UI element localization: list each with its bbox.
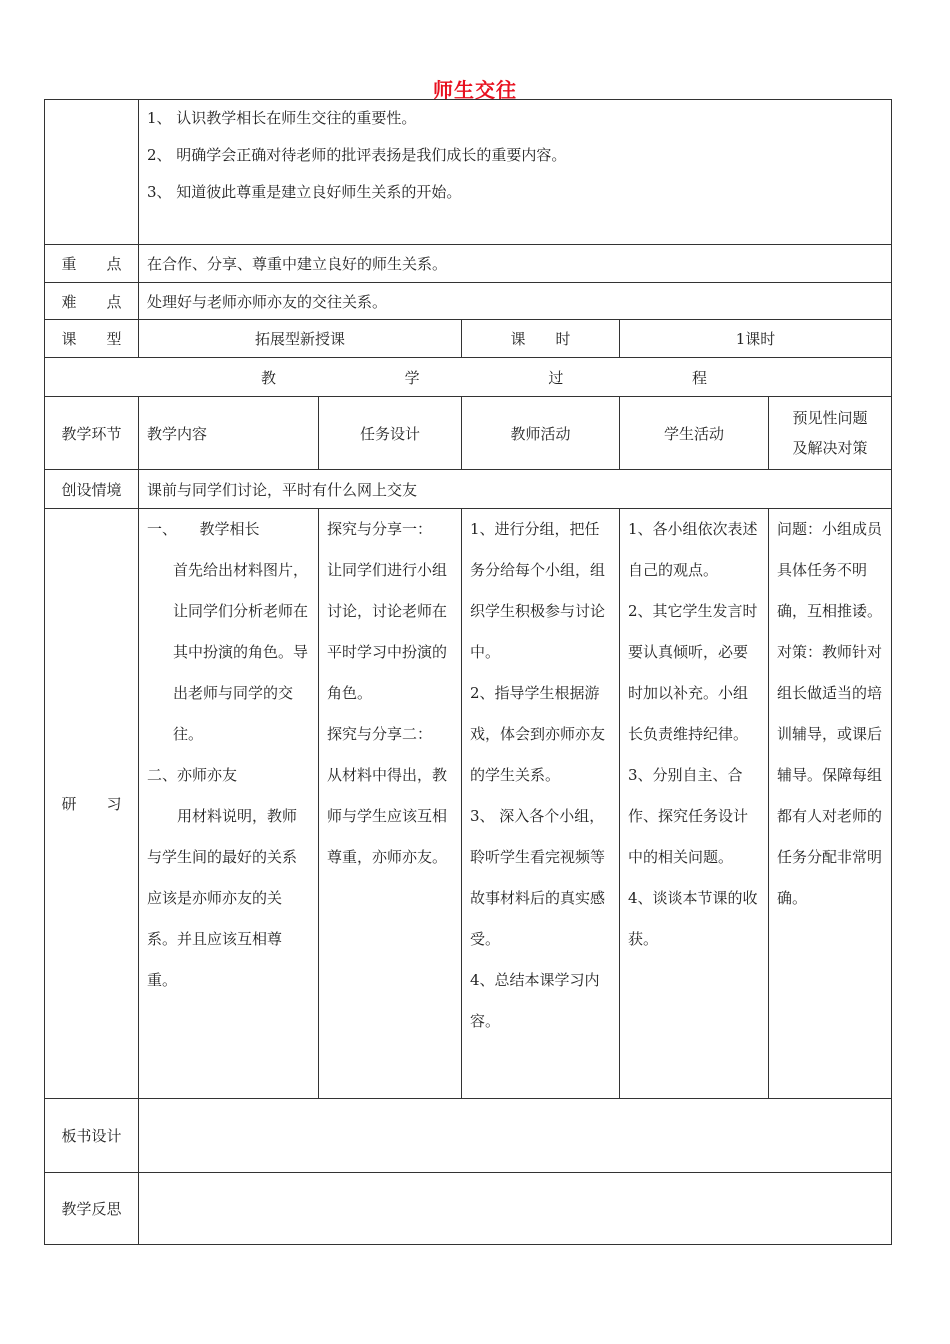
- study-predict-cell: [769, 509, 892, 1099]
- content-heading: 二、亦师亦友: [147, 766, 238, 784]
- col-content-header: 教学内容: [139, 397, 319, 470]
- process-title-cell: [45, 358, 892, 397]
- study-student-cell: [620, 509, 769, 1099]
- content-heading: 一、 教学相长: [147, 520, 260, 538]
- task-heading: 探究与分享一：: [327, 520, 433, 538]
- study-row: [45, 509, 892, 1099]
- study-content-cell: [139, 509, 319, 1099]
- study-label: 研 习: [45, 509, 139, 1099]
- lesson-type-value: 拓展型新授课: [139, 320, 462, 358]
- goals-cell: [139, 100, 892, 245]
- student-activity: 3、分别自主、合作、探究任务设计中的相关问题。: [628, 766, 749, 866]
- col-stage-header: 教学环节: [45, 397, 139, 470]
- lesson-hours-label: 课 时: [462, 320, 620, 358]
- lesson-hours-value: 1课时: [620, 320, 892, 358]
- scenario-label: 创设情境: [45, 470, 139, 509]
- col-predict-header: [769, 397, 892, 470]
- goal-item: 3、 知道彼此尊重是建立良好师生关系的开始。: [147, 183, 462, 201]
- board-label: 板书设计: [45, 1099, 139, 1173]
- col-predict-header-line2: 及解决对策: [792, 439, 868, 457]
- board-row: [45, 1099, 892, 1173]
- predict-problem: 问题：小组成员具体任务不明确，互相推诿。: [777, 520, 883, 620]
- goal-item: 2、 明确学会正确对待老师的批评表扬是我们成长的重要内容。: [147, 146, 567, 164]
- student-activity: 2、其它学生发言时要认真倾听，必要时加以补充。小组长负责维持纪律。: [628, 602, 758, 743]
- key-point-row: [45, 245, 892, 283]
- lesson-type-label: 课 型: [45, 320, 139, 358]
- key-point-text: 在合作、分享、尊重中建立良好的师生关系。: [139, 245, 892, 283]
- col-student-header: 学生活动: [620, 397, 769, 470]
- scenario-row: [45, 470, 892, 509]
- teacher-activity: 2、指导学生根据游戏，体会到亦师亦友的学生关系。: [470, 684, 606, 784]
- study-teacher-cell: [462, 509, 620, 1099]
- key-point-label: 重 点: [45, 245, 139, 283]
- task-paragraph: 让同学们进行小组讨论，讨论老师在平时学习中扮演的角色。: [327, 561, 448, 702]
- scenario-text: 课前与同学们讨论，平时有什么网上交友: [139, 470, 892, 509]
- col-teacher-header: 教师活动: [462, 397, 620, 470]
- col-task-header: 任务设计: [319, 397, 462, 470]
- study-task-cell: [319, 509, 462, 1099]
- process-char: 教: [261, 368, 277, 387]
- goals-row: [45, 100, 892, 245]
- reflection-label: 教学反思: [45, 1173, 139, 1245]
- col-predict-header-line1: 预见性问题: [792, 409, 868, 427]
- teacher-activity: 3、 深入各个小组，聆听学生看完视频等故事材料后的真实感受。: [470, 807, 606, 948]
- goals-label-cell: [45, 100, 139, 245]
- content-paragraph: 用材料说明，教师与学生间的最好的关系应该是亦师亦友的关系。并且应该互相尊重。: [147, 807, 298, 989]
- goal-item: 1、 认识教学相长在师生交往的重要性。: [147, 109, 417, 127]
- predict-solution: 对策：教师针对组长做适当的培训辅导，或课后辅导。保障每组都有人对老师的任务分配非常明确。: [777, 643, 883, 907]
- teacher-activity: 1、进行分组，把任务分给每个小组，组织学生积极参与讨论中。: [470, 520, 606, 661]
- lesson-type-row: [45, 320, 892, 358]
- lesson-plan-table: [44, 99, 892, 1245]
- board-content: [139, 1099, 892, 1173]
- student-activity: 4、谈谈本节课的收获。: [628, 889, 758, 948]
- student-activity: 1、各小组依次表述自己的观点。: [628, 520, 758, 579]
- difficulty-label: 难 点: [45, 283, 139, 320]
- column-header-row: [45, 397, 892, 470]
- teacher-activity: 4、总结本课学习内容。: [470, 971, 600, 1030]
- process-char: 过: [548, 368, 564, 387]
- process-char: 程: [691, 368, 707, 387]
- task-paragraph: 从材料中得出，教师与学生应该互相尊重，亦师亦友。: [327, 766, 448, 866]
- reflection-row: [45, 1173, 892, 1245]
- content-paragraph: 首先给出材料图片，让同学们分析老师在其中扮演的角色。导出老师与同学的交往。: [173, 561, 309, 743]
- difficulty-row: [45, 283, 892, 320]
- reflection-content: [139, 1173, 892, 1245]
- page-title: 师生交往: [433, 78, 517, 102]
- difficulty-text: 处理好与老师亦师亦友的交往关系。: [139, 283, 892, 320]
- task-heading: 探究与分享二：: [327, 725, 433, 743]
- process-title-row: [45, 358, 892, 397]
- process-char: 学: [404, 368, 420, 387]
